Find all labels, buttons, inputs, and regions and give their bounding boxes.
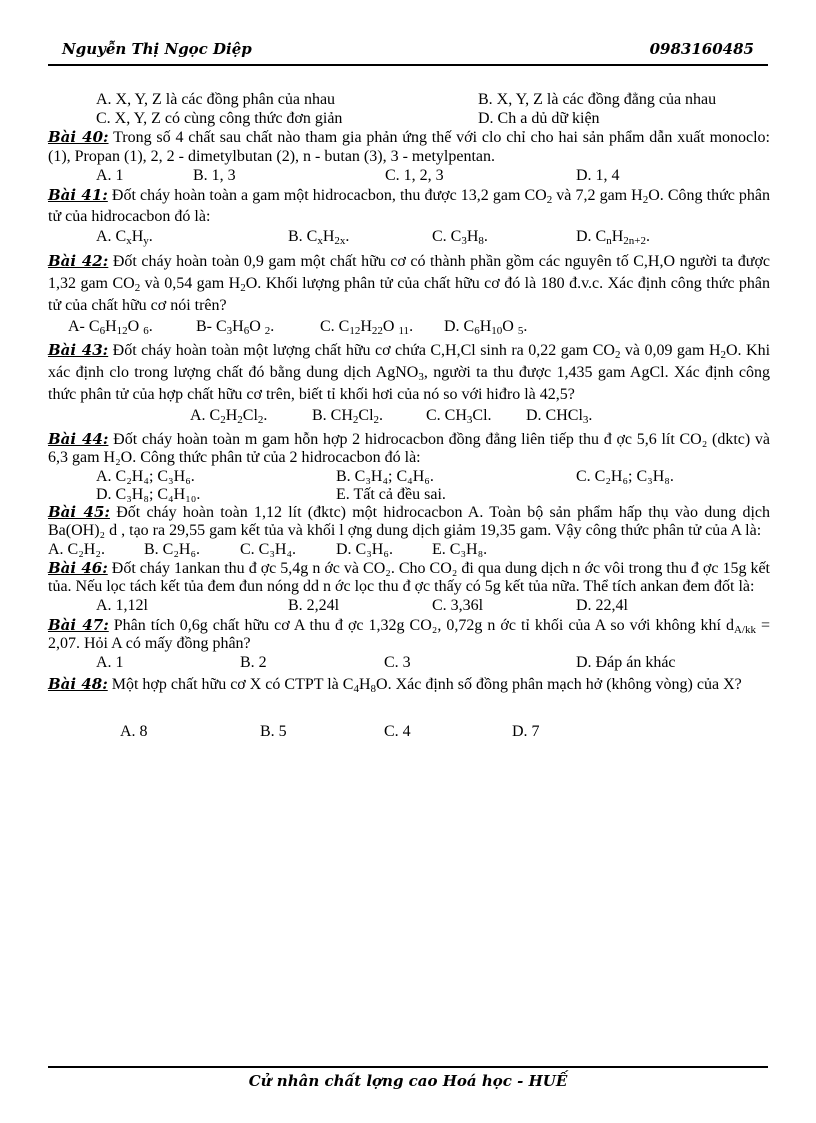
option-a: A- $C_6H_{12}O$ $_6$. xyxy=(68,318,153,337)
question-label: Bài 45: xyxy=(48,503,110,521)
option-a: A. 1 xyxy=(96,167,124,184)
option-b: B. $C_xH_{2x}$. xyxy=(288,228,350,247)
exercise-list xyxy=(48,90,770,741)
author-name: Nguyễn Thị Ngọc Diệp xyxy=(62,40,252,58)
option-c: C. 3 xyxy=(384,654,411,671)
question-text: Đốt cháy 1ankan thu đ ợc 5,4g n ớc và CO₂. Cho CO₂ đi qua dung dịch n ớc vôi trong thu đ ợc 15g kết tủa. Nếu lọc tách kết tủa đem đun nóng dd n ớc lọc thu đ ợc thấy có 5g kết tủa nữa. Thể tích ankan đem đốt là: xyxy=(48,560,771,595)
question-label: Bài 43: xyxy=(48,341,109,359)
option-row xyxy=(48,227,770,250)
option-d: D. C₃H₆. xyxy=(336,541,393,558)
option-a: A. C₂H₂. xyxy=(48,541,105,558)
option-row xyxy=(48,485,770,503)
option-c: C. $C_3H_8$. xyxy=(432,228,488,247)
option-b: B. 2,24l xyxy=(288,597,340,614)
option-c: C. C₃H₄. xyxy=(240,541,297,558)
question-label: Bài 40: xyxy=(48,128,109,146)
header-rule xyxy=(48,64,768,66)
option-b: B. C₃H₄; C₄H₆. xyxy=(336,468,434,485)
option-c: C. 3,36l xyxy=(432,597,484,614)
option-b: B. C₂H₆. xyxy=(144,541,201,558)
question-48: Bài 48: Một hợp chất hữu cơ X có CTPT là $C_4H_8O$. Xác định số đồng phân mạch hở (không vòng) của X? xyxy=(48,675,742,695)
option-c: C. 4 xyxy=(384,723,411,740)
option-row xyxy=(48,540,770,559)
page-footer: Cử nhân chất lợng cao Hoá học - HUẾ xyxy=(248,1072,568,1090)
question-text: Đốt cháy hoàn toàn 1,12 lít (đktc) một hidrocacbon A. Toàn bộ sản phẩm hấp thụ vào dung dịch Ba(OH)₂ d , tạo ra 29,55 gam kết tủa và khối l ợng dung dịch giảm 19,35 gam. Vậy công thức phân tử của A là: xyxy=(48,504,770,539)
option-d: D. Ch a dủ dữ kiện xyxy=(478,110,600,127)
option-row xyxy=(48,722,770,741)
option-c: C. 1, 2, 3 xyxy=(385,167,444,184)
question-label: Bài 47: xyxy=(48,616,109,634)
question-text: Phân tích 0,6g chất hữu cơ A thu đ ợc 1,32g CO₂, 0,72g n ớc tỉ khối của A so với không khí d xyxy=(113,617,734,634)
question-text: O. Công thức phân tử của hidrocacbon đó là: xyxy=(48,187,771,225)
option-a: A. X, Y, Z là các đồng phân của nhau xyxy=(96,91,336,108)
question-text: = 2,07. Hỏi A có mấy đồng phân? xyxy=(48,617,771,652)
question-45 xyxy=(48,503,770,540)
option-d: D. $C_nH_{2n+2}$. xyxy=(576,228,651,247)
question-text: Trong số 4 chất sau chất nào tham gia phản ứng thế với clo chỉ cho hai sản phẩm dẫn xuất monoclo: (1), Propan (1), 2, 2 - dimetylbutan (2), n - butan (3), 3 - metylpentan. xyxy=(48,129,771,165)
option-row xyxy=(48,109,770,128)
option-a: A. 1,12l xyxy=(96,597,148,614)
question-41: Bài 41: Đốt cháy hoàn toàn a gam một hidrocacbon, thu được 13,2 gam $CO_2$ và 7,2 gam $H_2O$. Công thức phân tử của hidrocacbon đó là: xyxy=(48,186,771,225)
option-c: C. C₂H₆; C₃H₈. xyxy=(576,468,674,485)
question-label: Bài 48: xyxy=(48,675,108,693)
option-b: B. 5 xyxy=(260,723,287,740)
option-d: D. 22,4l xyxy=(576,597,628,614)
option-a: A. 1 xyxy=(96,654,124,671)
option-c: C. X, Y, Z có cùng công thức đơn giản xyxy=(96,110,343,127)
question-43: Bài 43: Đốt cháy hoàn toàn một lượng chất hữu cơ chứa C,H,Cl sinh ra 0,22 gam $CO_2$ và 0,09 gam $H_2O$. Khi xác định clo trong lượng chất đó bằng dung dịch AgNO$_3$, người ta thu được 1,435 gam AgCl. Xác định công thức phân tử của hợp chất hữu cơ trên, biết tỉ khối hơi của nó so với hiđro là 42,5? xyxy=(48,341,771,403)
option-e: E. C₃H₈. xyxy=(432,541,488,558)
option-c: C. $CH_3Cl$. xyxy=(426,407,492,426)
question-text: và 0,54 gam H xyxy=(140,275,241,292)
question-text: Đốt cháy hoàn toàn a gam một hidrocacbon, thu được 13,2 gam CO xyxy=(111,187,547,204)
footer-rule xyxy=(48,1066,768,1068)
question-40 xyxy=(48,128,770,166)
option-row xyxy=(48,166,770,185)
option-b: B. 2 xyxy=(240,654,267,671)
question-text: Đốt cháy hoàn toàn một lượng chất hữu cơ chứa C,H,Cl sinh ra 0,22 gam CO xyxy=(112,342,615,359)
question-text: O. Khối lượng phân tử của chất hữu cơ đó là 180 đ.v.c. Xác định công thức phân tử của chất hữu cơ nói trên? xyxy=(48,275,771,314)
question-label: Bài 42: xyxy=(48,252,109,270)
question-text: Một hợp chất hữu cơ X có CTPT là C xyxy=(111,676,354,693)
option-row xyxy=(48,90,770,109)
option-b: B. $CH_2Cl_2$. xyxy=(312,407,384,426)
option-row xyxy=(48,317,770,339)
option-b: B. 1, 3 xyxy=(193,167,236,184)
question-text: và 0,09 gam H xyxy=(620,342,721,359)
subscript: A/kk xyxy=(733,624,756,636)
question-text: Đốt cháy hoàn toàn 0,9 gam một chất hữu cơ có thành phần gồm các nguyên tố C,H,O người ta được 1,32 gam CO xyxy=(48,253,771,292)
option-a: A. C₂H₄; C₃H₆. xyxy=(96,468,195,485)
option-a: A. $C_2H_2Cl_2$. xyxy=(190,407,268,426)
option-d: D. $C_6H_{10}O$ $_5$. xyxy=(444,318,528,337)
option-c: C. $C_{12}H_{22}O$ $_{11}$. xyxy=(320,318,414,337)
option-b: B. X, Y, Z là các đồng đẳng của nhau xyxy=(478,91,717,108)
question-label: Bài 46: xyxy=(48,559,108,577)
phone-number: 0983160485 xyxy=(649,40,754,58)
question-label: Bài 44: xyxy=(48,430,109,448)
option-row xyxy=(48,596,770,616)
question-46 xyxy=(48,559,770,596)
option-d: D. CHCl$_3$. xyxy=(526,407,593,426)
question-text: , người ta thu được 1,435 gam AgCl. Xác định công thức phân tử của hợp chất hữu cơ trên, biết tỉ khối hơi của nó so với hiđro là 42,5? xyxy=(48,364,770,403)
option-b: B- $C_3H_6O$ $_2$. xyxy=(196,318,275,337)
page-header xyxy=(48,40,768,62)
option-row xyxy=(48,406,770,430)
option-d: D. Đáp án khác xyxy=(576,654,676,671)
option-e: E. Tất cả đều sai. xyxy=(336,486,446,503)
option-d: D. 7 xyxy=(512,723,540,740)
option-d: D. C₃H₈; C₄H₁₀. xyxy=(96,486,201,503)
option-a: A. $C_xH_y$. xyxy=(96,228,153,247)
question-44 xyxy=(48,430,770,467)
question-text: O. Khi xác định clo trong lượng chất đó bằng dung dịch AgNO xyxy=(48,342,771,381)
option-a: A. 8 xyxy=(120,723,148,740)
question-text: Đốt cháy hoàn toàn m gam hỗn hợp 2 hidrocacbon đồng đẳng liên tiếp thu đ ợc 5,6 lít CO₂ (dktc) và 6,3 gam H₂O. Công thức phân tử của 2 hidrocacbon đó là: xyxy=(48,431,771,466)
question-47 xyxy=(48,616,770,653)
option-row xyxy=(48,467,770,485)
option-row xyxy=(48,653,770,671)
question-label: Bài 41: xyxy=(48,186,108,204)
question-42: Bài 42: Đốt cháy hoàn toàn 0,9 gam một chất hữu cơ có thành phần gồm các nguyên tố C,H,O người ta được 1,32 gam $CO_2$ và 0,54 gam $H_2O$. Khối lượng phân tử của chất hữu cơ đó là 180 đ.v.c. Xác định công thức phân tử của chất hữu cơ nói trên? xyxy=(48,252,771,314)
option-d: D. 1, 4 xyxy=(576,167,620,184)
question-text: O. Xác định số đồng phân mạch hở (không vòng) của X? xyxy=(376,676,742,693)
question-text: và 7,2 gam H xyxy=(552,187,643,204)
